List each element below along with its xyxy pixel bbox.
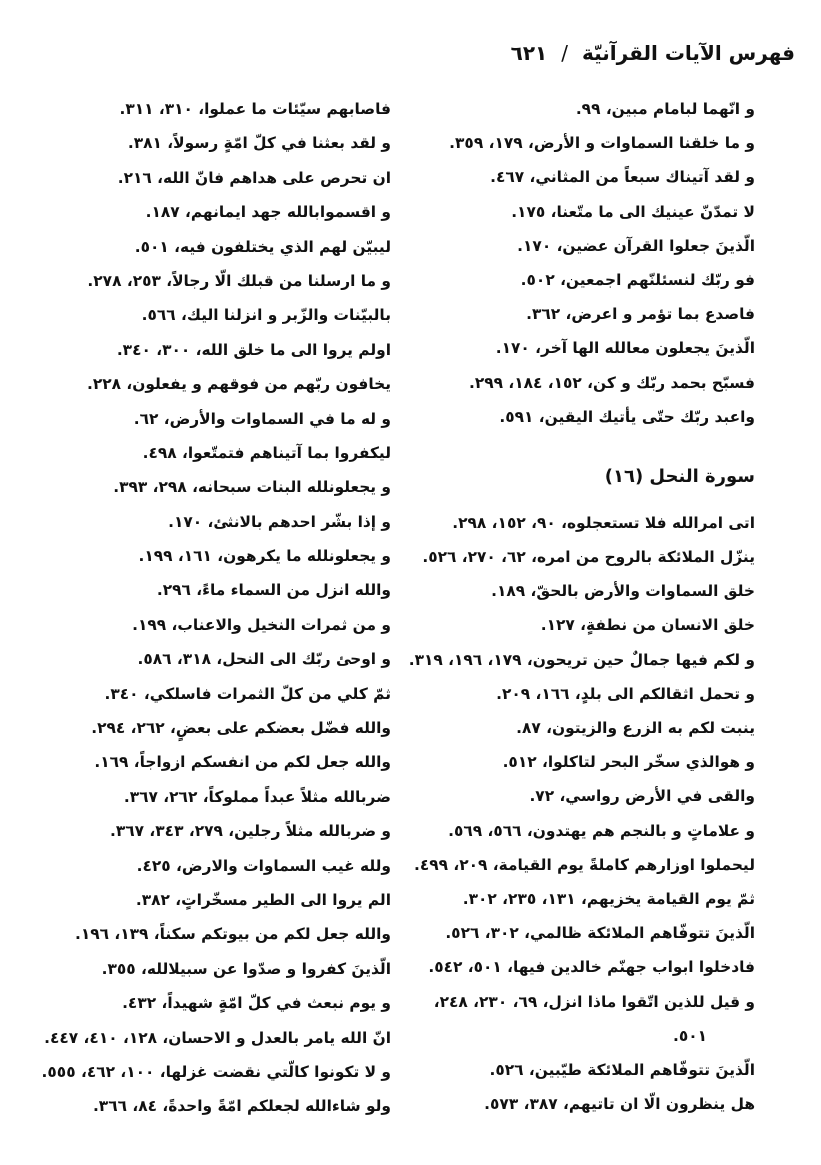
index-entry: و هوالذي سخّر البحر لتاكلوا، ٥١٢.	[502, 753, 755, 772]
index-entry: و لقد آتيناك سبعاً من المثاني، ٤٦٧.	[490, 168, 755, 187]
right-column	[400, 92, 755, 1121]
index-entry: الّذينَ تتوفّاهم الملائكة ظالمي، ٣٠٢، ٥٢٦.	[445, 924, 755, 943]
index-entry: فادخلوا ابواب جهنّم خالدين فيها، ٥٠١، ٥٤٢.	[428, 958, 755, 977]
index-title: فهرس الآيات القرآنيّة	[582, 41, 795, 65]
index-entry: و يجعلونلله ما يكرهون، ١٦١، ١٩٩.	[138, 547, 391, 566]
right-column-entries-bottom	[400, 506, 755, 1121]
index-entry: يخافون ربّهم من فوقهم و يفعلون، ٢٢٨.	[86, 375, 391, 394]
page-number: ٦٢١	[510, 41, 548, 65]
index-entry: ينزّل الملائكة بالروح من امره، ٦٢، ٢٧٠، ٥٢٦.	[422, 548, 755, 567]
index-entry: بالبيّنات والزّبر و انزلنا اليك، ٥٦٦.	[141, 306, 391, 325]
index-entry: ولله غيب السماوات والارض، ٤٢٥.	[136, 856, 391, 875]
index-entry: و لكم فيها جمالٌ حين تريحون، ١٧٩، ١٩٦، ٣١٩.	[408, 650, 755, 669]
index-entry: والله جعل لكم من بيوتكم سكناً، ١٣٩، ١٩٦.	[74, 925, 391, 944]
index-entry: لا تمدّنّ عينيك الى ما متّعنا، ١٧٥.	[511, 202, 755, 221]
index-entry: و إذا بشّر احدهم بالانثئ، ١٧٠.	[168, 512, 391, 531]
index-entry: و تحمل اثقالكم الى بلدٍ، ١٦٦، ٢٠٩.	[496, 684, 755, 703]
index-entry: و ما خلقنا السماوات و الأرض، ١٧٩، ٣٥٩.	[449, 134, 755, 153]
index-entry: و انّهما لبامام مبين، ٩٩.	[575, 100, 755, 118]
index-entry: و قيل للذين اتّقوا ماذا انزل، ٦٩، ٢٣٠، ٢٤٨،	[433, 992, 755, 1011]
index-entry: و اقسموابالله جهد ايمانهم، ١٨٧.	[145, 203, 391, 222]
index-entry: و علاماتٍ و بالنجم هم يهتدون، ٥٦٦، ٥٦٩.	[448, 821, 755, 840]
index-entry: فاصدع بما تؤمر و اعرض، ٣٦٢.	[526, 305, 755, 324]
index-entry: ليبيّن لهم الذي يختلفون فيه، ٥٠١.	[134, 237, 391, 256]
index-entry: و ما ارسلنا من قبلك الّا رجالاً، ٢٥٣، ٢٧٨.	[87, 271, 391, 290]
index-entry: و ضربالله مثلاً رجلين، ٢٧٩، ٣٤٣، ٣٦٧.	[110, 822, 391, 841]
index-entry: والله انزل من السماء ماءً، ٢٩٦.	[156, 581, 391, 600]
index-entry: ٥٠١.	[672, 1026, 707, 1045]
index-entry: و يجعلونلله البنات سبحانه، ٢٩٨، ٣٩٣.	[113, 478, 391, 497]
index-entry: الّذينَ كفروا و صدّوا عن سبيلالله، ٣٥٥.	[101, 959, 391, 978]
index-entry: ثمّ كلي من كلّ الثمرات فاسلكي، ٣٤٠.	[104, 684, 391, 703]
index-entry: الّذينَ يجعلون معالله الها آخر، ١٧٠.	[495, 339, 755, 358]
index-entry: الّذينَ تتوفّاهم الملائكة طيّبين، ٥٢٦.	[489, 1060, 755, 1079]
index-entry: و لا تكونوا كالّتي نقضت غزلها، ١٠٠، ٤٦٢، ٥٥٥.	[41, 1062, 391, 1081]
index-entry: فو ربّك لنسئلنّهم اجمعين، ٥٠٢.	[520, 270, 755, 289]
index-entry: ليكفروا بما آتيناهم فتمتّعوا، ٤٩٨.	[142, 443, 391, 462]
index-entry: والقى في الأرض رواسي، ٧٢.	[529, 787, 755, 806]
index-entry: فاصابهم سيّئات ما عملوا، ٣١٠، ٣١١.	[119, 100, 391, 118]
index-entry: والله فضّل بعضكم على بعضٍ، ٢٦٢، ٢٩٤.	[91, 719, 391, 738]
index-entry: خلق السماوات والأرض بالحقّ، ١٨٩.	[491, 582, 755, 601]
index-entry: انّ الله يامر بالعدل و الاحسان، ١٢٨، ٤١٠، ٤٤٧.	[44, 1028, 391, 1047]
index-entry: اولم يروا الى ما خلق الله، ٣٠٠، ٣٤٠.	[116, 340, 391, 359]
index-entry: خلق الانسان من نطفةٍ، ١٢٧.	[540, 616, 755, 635]
index-entry: اتى امرالله فلا تستعجلوه، ٩٠، ١٥٢، ٢٩٨.	[452, 513, 755, 532]
index-entry: واعبد ربّك حتّى يأتيك اليقين، ٥٩١.	[499, 407, 755, 426]
index-entry: ينبت لكم به الزرع والزيتون، ٨٧.	[516, 719, 755, 737]
index-entry: الم يروا الى الطير مسخّراتٍ، ٣٨٢.	[135, 890, 391, 909]
index-entry: و يوم نبعث في كلّ امّةٍ شهيداً، ٤٣٢.	[122, 994, 391, 1013]
surah-heading: سورة النحل (١٦)	[604, 465, 755, 487]
header-separator: /	[561, 41, 568, 65]
index-entry: فسبّح بحمد ربّك و كن، ١٥٢، ١٨٤، ٢٩٩.	[468, 373, 755, 392]
index-entry: و اوحئ ربّك الى النحل، ٣١٨، ٥٨٦.	[137, 650, 391, 669]
index-entry: و من ثمرات النخيل والاعناب، ١٩٩.	[132, 615, 391, 634]
right-column-entries-top	[400, 92, 755, 434]
index-entry: ان تحرص على هداهم فانّ الله، ٢١٦.	[117, 168, 391, 187]
index-entry: ولو شاءالله لجعلكم امّةً واحدةً، ٨٤، ٣٦٦.	[92, 1097, 391, 1116]
index-entry: ليحملوا اوزارهم كاملةً يوم القيامة، ٢٠٩، ٤٩٩.	[414, 855, 755, 874]
index-entry: هل ينظرون الّا ان تاتيهم، ٣٨٧، ٥٧٣.	[484, 1095, 755, 1114]
index-entry: والله جعل لكم من انفسكم ازواجاً، ١٦٩.	[94, 753, 391, 772]
index-entry: و له ما في السماوات والأرض، ٦٢.	[133, 409, 391, 428]
index-entry: و لقد بعثنا في كلّ امّةٍ رسولاً، ٣٨١.	[127, 134, 391, 153]
page-header	[60, 36, 795, 70]
index-entry: ثمّ يوم القيامة يخزيهم، ١٣١، ٢٣٥، ٣٠٢.	[462, 889, 755, 908]
index-entry: الّذينَ جعلوا القرآن عضين، ١٧٠.	[517, 236, 755, 255]
left-column	[31, 92, 391, 1124]
index-entry: ضربالله مثلاً عبداً مملوكاً، ٢٦٢، ٣٦٧.	[123, 787, 391, 806]
